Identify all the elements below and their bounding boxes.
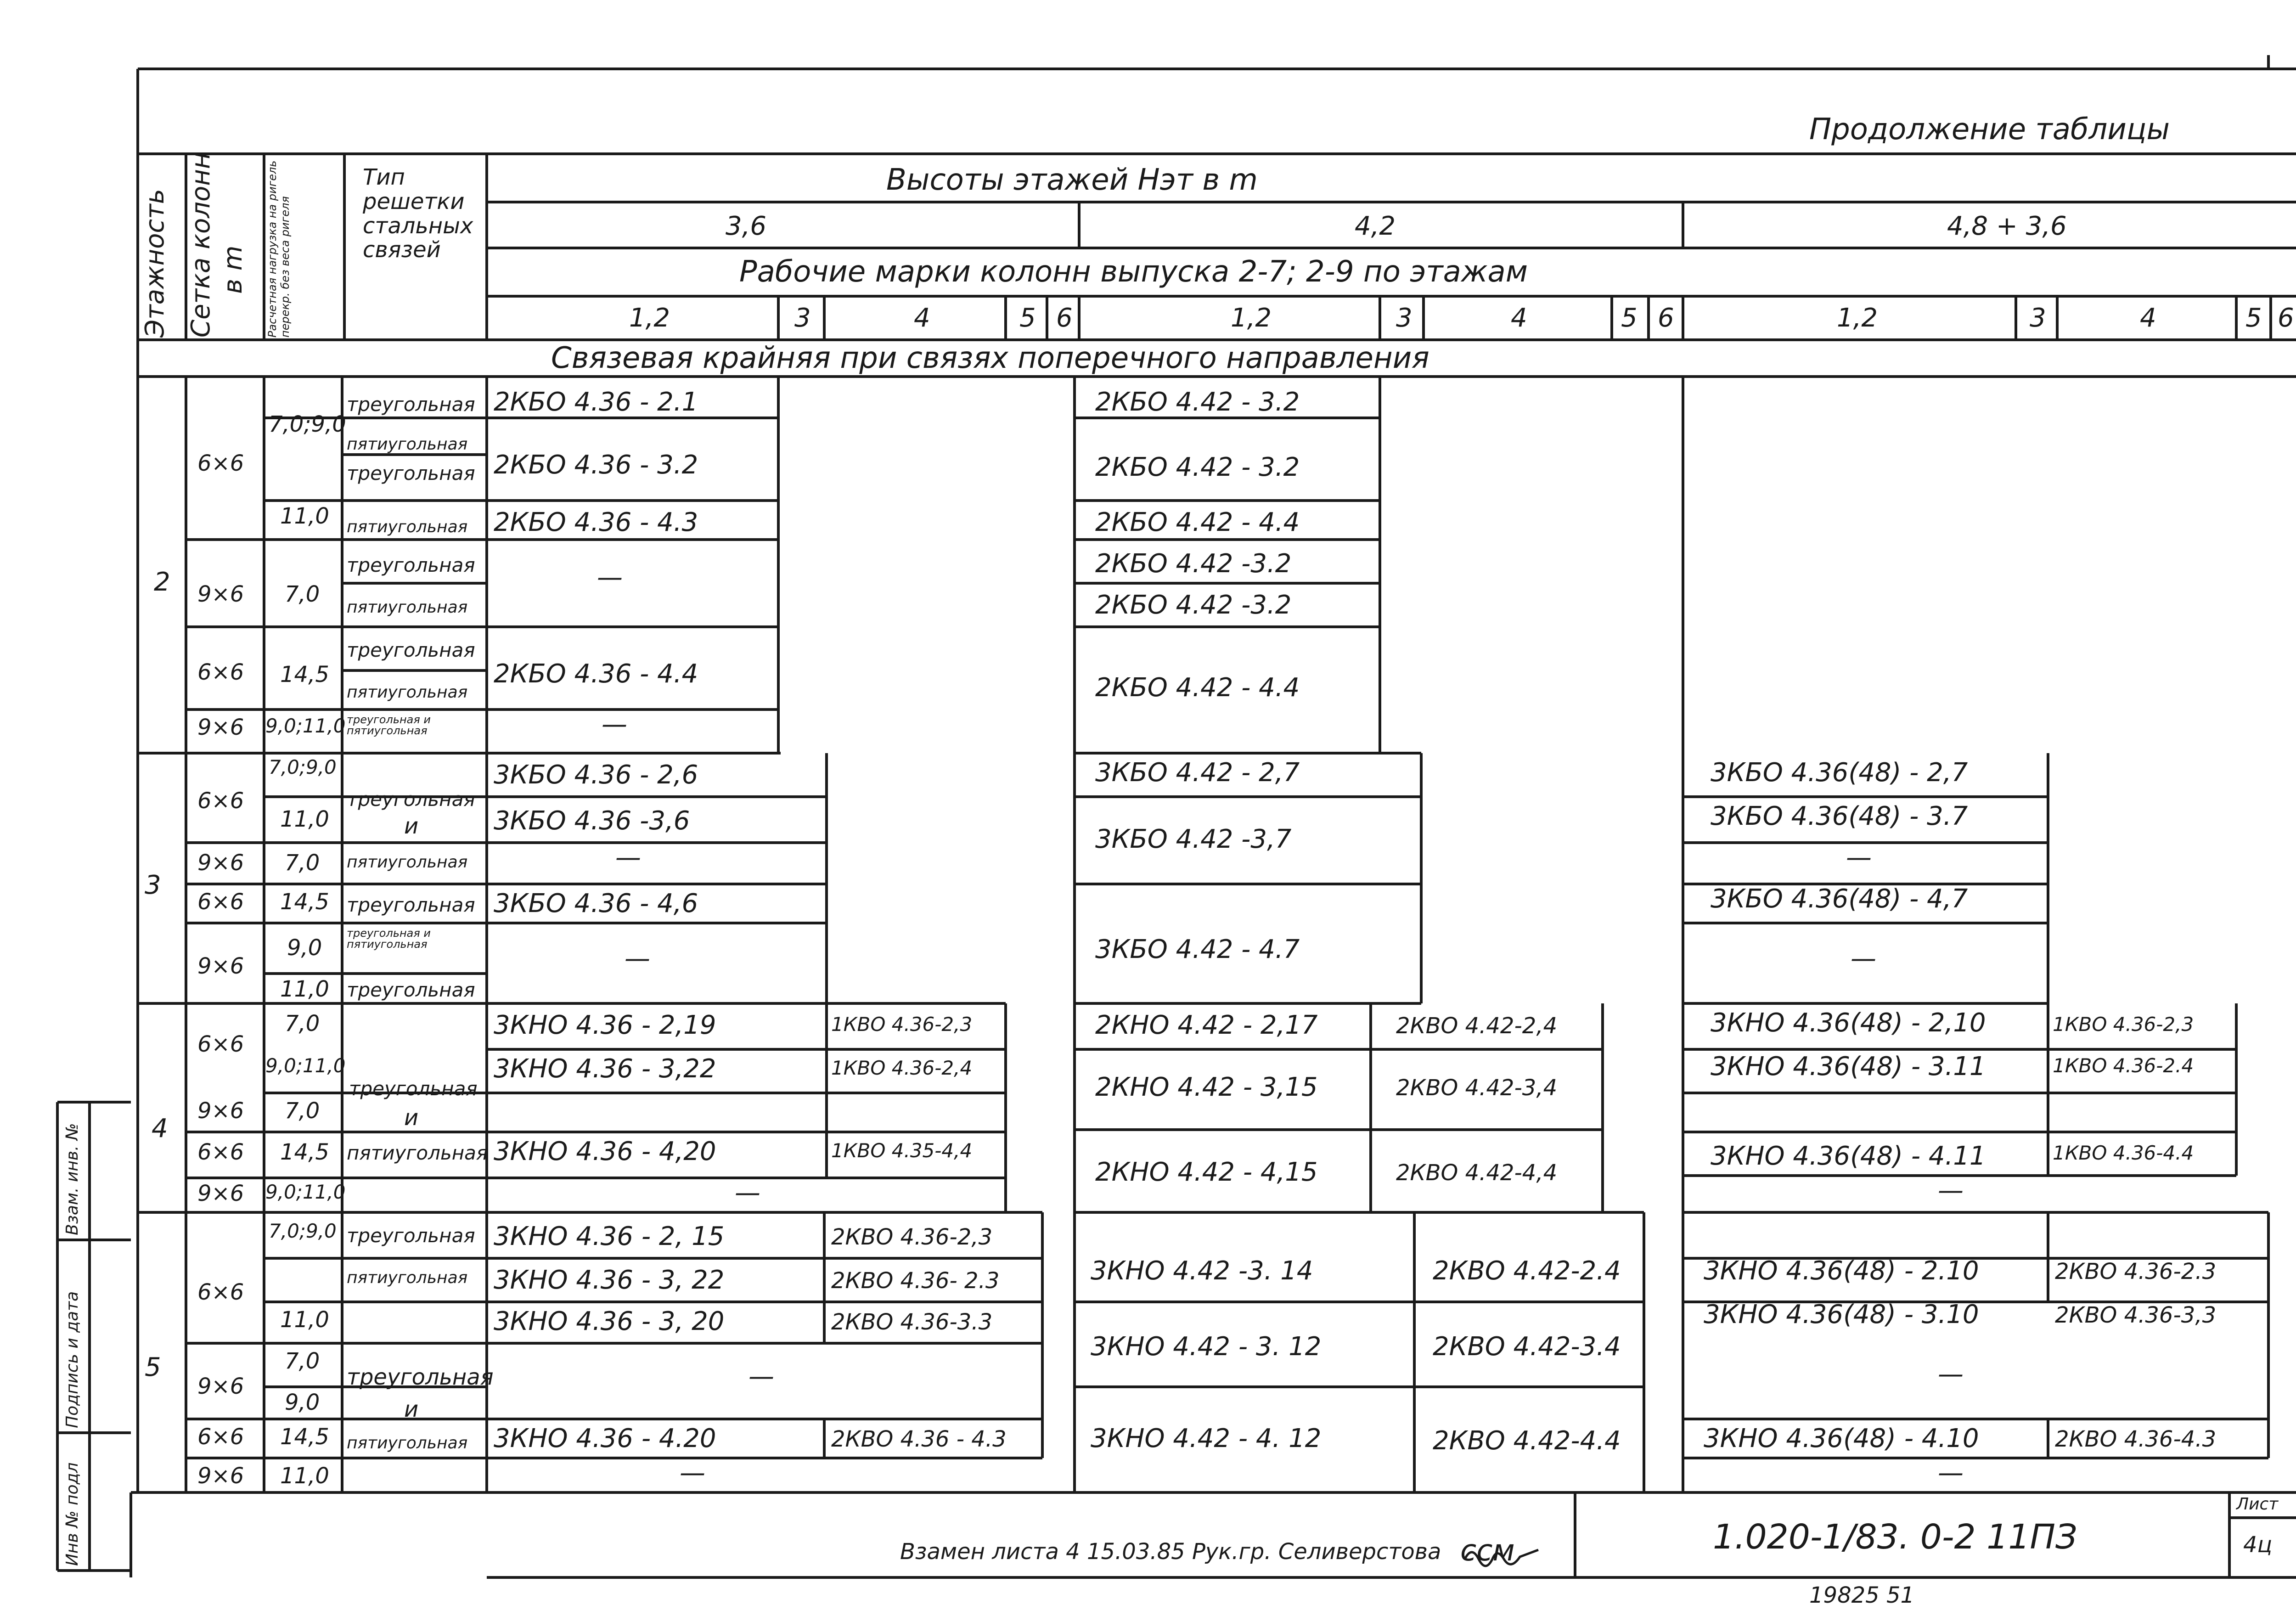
load-label: 11,0	[280, 976, 329, 1002]
mark-cell: 2КВО 4.36-3,3	[2055, 1302, 2217, 1328]
type-label: треугольная	[347, 894, 475, 916]
mark-cell: 3КБО 4.36(48) - 4,7	[1711, 884, 1968, 914]
mark-cell: 2КНО 4.42 - 4,15	[1095, 1157, 1318, 1187]
grid-unit-header: в m	[218, 245, 248, 294]
mark-cell: 2КБО 4.36 - 2.1	[494, 387, 698, 417]
replacement-note: Взамен листа 4 15.03.85 Рук.гр. Селиверстова	[900, 1539, 1441, 1565]
document-code: 1.020-1/83. 0-2 11ПЗ	[1713, 1517, 2077, 1557]
grid-label: 6×6	[197, 788, 244, 814]
mark-cell: 2КВО 4.42-3,4	[1396, 1075, 1558, 1101]
mark-cell: 2КВО 4.36-4.3	[2055, 1426, 2217, 1452]
type-label: пятиугольная	[347, 518, 468, 536]
type-label: пятиугольная	[347, 1268, 468, 1287]
section-title: Связевая крайняя при связях поперечного направления	[551, 341, 1429, 375]
sub-48-4: 4	[2140, 303, 2156, 333]
load-label: 9,0;11,0	[265, 1181, 346, 1203]
heights-title: Высоты этажей Нэт в m	[886, 163, 1258, 197]
sub-42-4: 4	[1511, 303, 1527, 333]
load-label: 7,0	[285, 581, 320, 607]
mark-cell: 3КБО 4.36(48) - 2,7	[1711, 758, 1968, 788]
mark-cell: 1КВО 4.36-2,3	[2053, 1013, 2194, 1036]
grid-label: 6×6	[197, 1031, 244, 1057]
type-label: и	[404, 1105, 419, 1131]
mark-cell: 3КБО 4.42 - 2,7	[1095, 758, 1300, 788]
mark-cell: 3КНО 4.36(48) - 4.11	[1711, 1141, 1986, 1171]
mark-cell: —	[748, 1362, 774, 1391]
type-label: треугольная	[347, 788, 475, 811]
sub-42-5: 5	[1621, 303, 1638, 333]
mark-cell: 3КНО 4.36 - 3,22	[494, 1054, 716, 1084]
marks-title: Рабочие марки колонн выпуска 2-7; 2-9 по этажам	[739, 255, 1528, 289]
mark-cell: 2КВО 4.42-2,4	[1396, 1013, 1558, 1039]
mark-cell: 1КВО 4.36-2,4	[831, 1057, 973, 1079]
load-label: 7,0	[285, 1011, 320, 1036]
mark-cell: 2КВО 4.42-4,4	[1396, 1160, 1558, 1186]
type-label: и	[404, 1396, 419, 1422]
type-label: и	[404, 813, 419, 839]
mark-cell: 3КНО 4.36(48) - 2.10	[1704, 1256, 1979, 1286]
mark-cell: —	[625, 944, 650, 974]
grid-label: 6×6	[197, 450, 244, 476]
mark-cell: 2КБО 4.42 - 4.4	[1095, 673, 1300, 703]
sub-42-3: 3	[1396, 303, 1412, 333]
mark-cell: 2КБО 4.42 - 3.2	[1095, 452, 1300, 482]
type-label: треугольная	[347, 1364, 494, 1390]
mark-cell: 2КБО 4.36 - 4.3	[494, 507, 698, 537]
mark-cell: 3КБО 4.36 -3,6	[494, 806, 690, 836]
mark-cell: 2КВО 4.42-3.4	[1433, 1332, 1621, 1362]
load-label: 11,0	[280, 1463, 329, 1489]
floor-4: 4	[152, 1114, 168, 1143]
type-label: треугольная	[347, 554, 475, 576]
sub-36-12: 1,2	[629, 303, 670, 333]
type-label: пятиугольная	[347, 683, 468, 702]
mark-cell: 2КВО 4.36- 2.3	[831, 1268, 1000, 1294]
mark-cell: 3КНО 4.36(48) - 3.11	[1711, 1052, 1986, 1081]
load-label: 11,0	[280, 503, 329, 529]
mark-cell: 1КВО 4.35-4,4	[831, 1139, 973, 1162]
load-header: Расчетная нагрузка на ригель перекр. без веса ригеля	[266, 160, 292, 338]
mark-cell: 2КБО 4.42 - 3.2	[1095, 387, 1300, 417]
sub-42-6: 6	[1658, 303, 1674, 333]
floors-header: Этажность	[140, 189, 170, 338]
type-label: треугольная	[347, 393, 475, 416]
type-label: треугольная	[347, 639, 475, 661]
load-label: 9,0	[285, 1390, 320, 1415]
mark-cell: —	[1938, 1359, 1964, 1389]
mark-cell: —	[602, 709, 627, 739]
sub-48-6: 6	[2278, 303, 2294, 333]
load-label: 7,0	[285, 1098, 320, 1124]
grid-label: 6×6	[197, 1424, 244, 1450]
mark-cell: 1КВО 4.36-4.4	[2053, 1142, 2194, 1164]
mark-cell: 2КВО 4.42-2.4	[1433, 1256, 1621, 1286]
mark-cell: —	[680, 1458, 705, 1488]
mark-cell: 3КБО 4.42 - 4.7	[1095, 935, 1300, 964]
type-label: треугольная	[347, 1224, 475, 1247]
grid-label: 6×6	[197, 889, 244, 915]
replace-inv-label: Взам. инв. №	[63, 1123, 82, 1235]
grid-label: 9×6	[197, 715, 244, 740]
mark-cell: —	[615, 843, 641, 873]
mark-cell: 3КНО 4.36(48) - 2,10	[1711, 1008, 1986, 1038]
floor-5: 5	[145, 1352, 161, 1382]
sheet-number: 4ц	[2243, 1532, 2273, 1558]
floor-2: 2	[154, 567, 170, 597]
mark-cell: 3КНО 4.36(48) - 3.10	[1704, 1300, 1979, 1329]
sub-36-3: 3	[794, 303, 811, 333]
load-label: 7,0;9,0	[269, 411, 346, 437]
mark-cell: 3КНО 4.42 - 4. 12	[1091, 1424, 1322, 1453]
mark-cell: 3КНО 4.42 - 3. 12	[1091, 1332, 1322, 1362]
load-label: 11,0	[280, 1307, 329, 1333]
grid-label: 9×6	[197, 581, 244, 607]
mark-cell: —	[1851, 944, 1876, 974]
continuation-label: Продолжение таблицы	[1809, 113, 2170, 146]
mark-cell: 2КБО 4.36 - 4.4	[494, 659, 698, 689]
grid-header: Сетка колонн	[186, 152, 216, 338]
mark-cell: —	[1938, 1458, 1964, 1488]
mark-cell: —	[1846, 843, 1872, 873]
load-label: 9,0;11,0	[265, 715, 346, 737]
height-42: 4,2	[1355, 211, 1396, 241]
grid-label: 9×6	[197, 1181, 244, 1206]
sub-36-4: 4	[914, 303, 930, 333]
sub-48-12: 1,2	[1837, 303, 1878, 333]
mark-cell: 1КВО 4.36-2.4	[2053, 1054, 2194, 1077]
mark-cell: 2КВО 4.36-3.3	[831, 1309, 993, 1335]
type-label: треугольная	[347, 979, 475, 1001]
type-label: треугольная и пятиугольная	[347, 713, 431, 737]
mark-cell: 3КБО 4.36(48) - 3.7	[1711, 801, 1968, 831]
grid-label: 6×6	[197, 659, 244, 685]
type-label: пятиугольная	[347, 853, 468, 872]
mark-cell: 2КВО 4.36-2,3	[831, 1224, 993, 1250]
sign-date-label: Подпись и дата	[63, 1291, 82, 1428]
height-36: 3,6	[726, 211, 767, 241]
type-label: треугольная	[349, 1077, 478, 1100]
mark-cell: 2КВО 4.42-4.4	[1433, 1426, 1621, 1456]
mark-cell: 2КВО 4.36-2.3	[2055, 1259, 2217, 1284]
type-label: пятиугольная	[347, 1434, 468, 1453]
load-label: 14,5	[280, 1139, 329, 1165]
mark-cell: 2КВО 4.36 - 4.3	[831, 1426, 1007, 1452]
type-label: треугольная и пятиугольная	[347, 927, 431, 951]
mark-cell: 2КБО 4.42 - 4.4	[1095, 507, 1300, 537]
floor-3: 3	[145, 870, 161, 900]
bottom-number: 19825 51	[1809, 1582, 1915, 1608]
mark-cell: 1КВО 4.36-2,3	[831, 1013, 973, 1036]
type-label: треугольная	[347, 462, 475, 484]
mark-cell: 3КНО 4.36 - 3, 20	[494, 1306, 725, 1336]
grid-label: 9×6	[197, 1463, 244, 1489]
load-label: 14,5	[280, 662, 329, 687]
mark-cell: 2КНО 4.42 - 3,15	[1095, 1072, 1318, 1102]
mark-cell: 3КНО 4.36 - 4,20	[494, 1137, 716, 1166]
sub-48-5: 5	[2245, 303, 2262, 333]
mark-cell: —	[1938, 1176, 1964, 1205]
sub-36-5: 5	[1019, 303, 1036, 333]
mark-cell: 2КБО 4.36 - 3.2	[494, 450, 698, 480]
grid-label: 9×6	[197, 953, 244, 979]
mark-cell: 3КБО 4.36 - 4,6	[494, 889, 698, 918]
load-label: 9,0;11,0	[265, 1054, 346, 1077]
type-label: пятиугольная	[347, 1142, 488, 1164]
load-label: 7,0	[285, 850, 320, 876]
grid-label: 6×6	[197, 1279, 244, 1305]
grid-label: 9×6	[197, 850, 244, 876]
type-label: пятиугольная	[347, 435, 468, 454]
mark-cell: 3КНО 4.36 - 3, 22	[494, 1265, 725, 1295]
mark-cell: 3КНО 4.36 - 2,19	[494, 1010, 716, 1040]
sub-36-6: 6	[1056, 303, 1073, 333]
load-label: 7,0;9,0	[269, 756, 337, 778]
mark-cell: —	[597, 563, 623, 592]
load-label: 7,0	[285, 1348, 320, 1374]
mark-cell: 3КНО 4.36 - 2, 15	[494, 1222, 725, 1251]
load-label: 14,5	[280, 1424, 329, 1450]
mark-cell: 2КНО 4.42 - 2,17	[1095, 1010, 1318, 1040]
type-header: Тип решетки стальных связей	[363, 164, 473, 263]
grid-label: 6×6	[197, 1139, 244, 1165]
mark-cell: 2КБО 4.42 -3.2	[1095, 590, 1292, 620]
mark-cell: 3КНО 4.42 -3. 14	[1091, 1256, 1313, 1286]
mark-cell: —	[735, 1178, 760, 1208]
mark-cell: 3КНО 4.36(48) - 4.10	[1704, 1424, 1979, 1453]
grid-label: 9×6	[197, 1374, 244, 1399]
mark-cell: 3КНО 4.36 - 4.20	[494, 1424, 716, 1453]
inv-orig-label: Инв № подл	[63, 1462, 82, 1566]
load-label: 7,0;9,0	[269, 1220, 337, 1242]
sub-48-3: 3	[2030, 303, 2046, 333]
signature: ссм	[1460, 1534, 1515, 1568]
sheet-label: Лист	[2236, 1495, 2279, 1514]
load-label: 14,5	[280, 889, 329, 915]
sub-42-12: 1,2	[1231, 303, 1272, 333]
load-label: 11,0	[280, 806, 329, 832]
load-label: 9,0	[287, 935, 322, 961]
mark-cell: 2КБО 4.42 -3.2	[1095, 549, 1292, 579]
type-label: пятиугольная	[347, 598, 468, 617]
height-48: 4,8 + 3,6	[1947, 211, 2067, 241]
mark-cell: 3КБО 4.36 - 2,6	[494, 760, 698, 790]
grid-label: 9×6	[197, 1098, 244, 1124]
mark-cell: 3КБО 4.42 -3,7	[1095, 824, 1292, 854]
